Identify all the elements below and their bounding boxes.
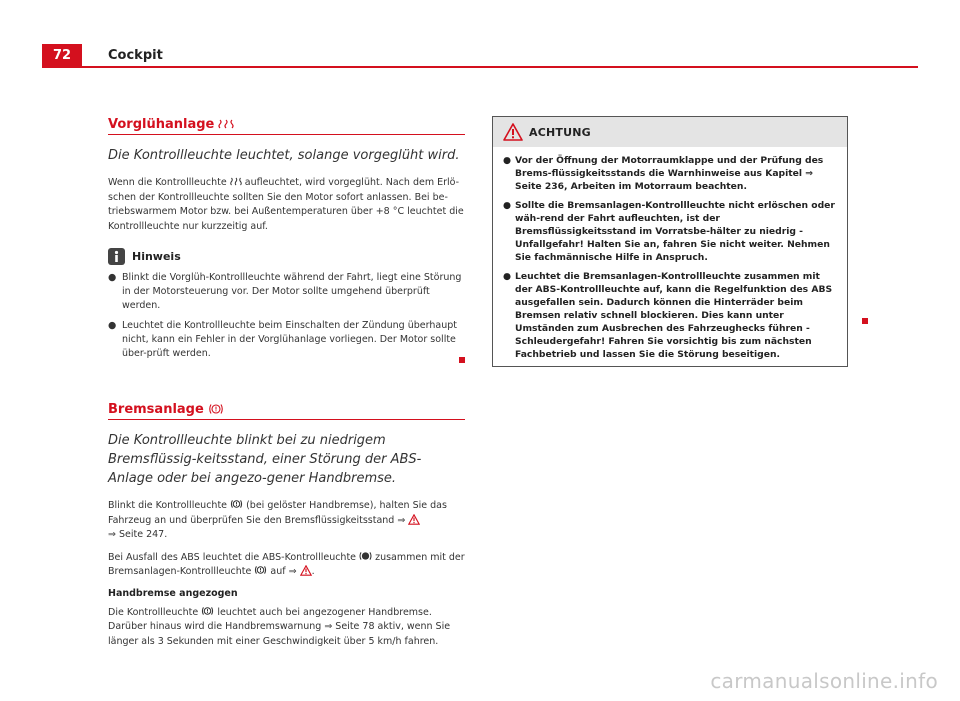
section-lead: Die Kontrollleuchte blinkt bei zu niedrigem Bremsflüssig-keitsstand, einer Störung der ABS-Anlage oder bei angezo-gener Handbremse. (108, 433, 422, 486)
brake-warning-icon (254, 565, 267, 575)
section-rule (108, 134, 465, 135)
brake-warning-icon (230, 499, 243, 509)
warning-triangle-icon[interactable] (408, 514, 420, 525)
header-rule (82, 66, 918, 68)
section-body: Wenn die Kontrollleuchte aufleuchtet, wird vorgeglüht. Nach dem Erlö-schen der Kontrollleuchte sollten Sie den Motor sofort anlassen. Bei be-triebswarmem Motor bzw. bei Außentemperaturen über +8 °C leuchtet die Kontrollleuchte nur kurzzeitig auf. (108, 177, 464, 232)
note-bullet: ● Blinkt die Vorglüh-Kontrollleuchte während der Fahrt, liegt eine Störung in der Motorsteuerung vor. Der Motor sollte umgehend überprüft werden. (108, 272, 462, 311)
page-number: 72 (52, 48, 72, 63)
page-header-title: Cockpit (108, 48, 163, 63)
page-number-box (42, 44, 82, 68)
section-heading-bremsanlage (108, 401, 465, 417)
left-column (108, 116, 465, 649)
warning-triangle-icon[interactable] (300, 565, 312, 576)
info-icon (108, 248, 125, 265)
warning-bullet: ● Vor der Öffnung der Motorraumklappe und der Prüfung des Brems-flüssigkeitsstands die Warnhinweise aus Kapitel ⇒ Seite 236, Arbeiten im Motorraum beachten. (503, 155, 824, 192)
section-heading-vorgluehanlage (108, 116, 465, 132)
section-rule (108, 419, 465, 420)
warning-bullet: ● Sollte die Bremsanlagen-Kontrollleuchte nicht erlöschen oder wäh-rend der Fahrt aufleuchten, ist der Bremsflüssigkeitsstand im Vorratsbe-hälter zu niedrig - Unfallgefahr! Halten Sie an, fahren Sie nicht weiter. Nehmen Sie fachmännische Hilfe in Anspruch. (503, 200, 835, 263)
warning-title: ACHTUNG (529, 125, 591, 139)
section-title: Bremsanlage (108, 401, 204, 417)
brake-paragraph-3: Die Kontrollleuchte leuchtet auch bei angezogener Handbremse. Darüber hinaus wird die Handbremswarnung ⇒ Seite 78 aktiv, wenn Sie länger als 3 Sekunden mit einer Geschwindigkeit über 5 km/h fahren. (108, 606, 451, 647)
brake-warning-icon (208, 403, 224, 415)
right-column (492, 116, 848, 367)
note-bullet: ● Leuchtet die Kontrollleuchte beim Einschalten der Zündung überhaupt nicht, kann ein Fehler in der Vorglühanlage vorliegen. Der Motor sollte über-prüft werden. (108, 320, 457, 359)
warning-triangle-icon (503, 123, 523, 141)
warning-body (493, 147, 847, 366)
brake-paragraph-1: Blinkt die Kontrollleuchte (bei gelöster Handbremse), halten Sie das Fahrzeug an und überprüfen Sie den Bremsflüssigkeitsstand ⇒ ⇒ Seite 247. (108, 500, 447, 540)
section-end-mark (862, 318, 868, 324)
brake-warning-icon (201, 606, 214, 616)
section-end-mark (459, 357, 465, 363)
warning-box (492, 116, 848, 367)
watermark: carmanualsonline.info (710, 669, 938, 693)
section-lead: Die Kontrollleuchte leuchtet, solange vorgeglüht wird. (108, 148, 460, 163)
warning-header (493, 117, 847, 147)
note-title: Hinweis (132, 250, 181, 263)
section-title: Vorglühanlage (108, 116, 215, 132)
warning-bullet: ● Leuchtet die Bremsanlagen-Kontrollleuchte zusammen mit der ABS-Kontrollleuchte auf, kann die Regelfunktion des ABS ausgefallen sein. Dadurch können die Hinterräder beim Bremsen relativ schnell blockieren. Dies kann unter Umständen zum Ausbrechen des Fahrzeughecks führen - Schleudergefahr! Fahren Sie vorsichtig bis zum nächsten Fachbetrieb und lassen Sie die Störung beseitigen. (503, 271, 833, 360)
note-header (108, 248, 465, 265)
brake-paragraph-2: Bei Ausfall des ABS leuchtet die ABS-Kontrollleuchte zusammen mit der Bremsanlagen-Kontrollleuchte auf ⇒ . (108, 551, 465, 577)
glow-plug-icon (230, 177, 242, 186)
subheading-handbremse: Handbremse angezogen (108, 587, 238, 599)
glow-plug-icon (218, 119, 234, 129)
abs-icon (359, 551, 372, 561)
